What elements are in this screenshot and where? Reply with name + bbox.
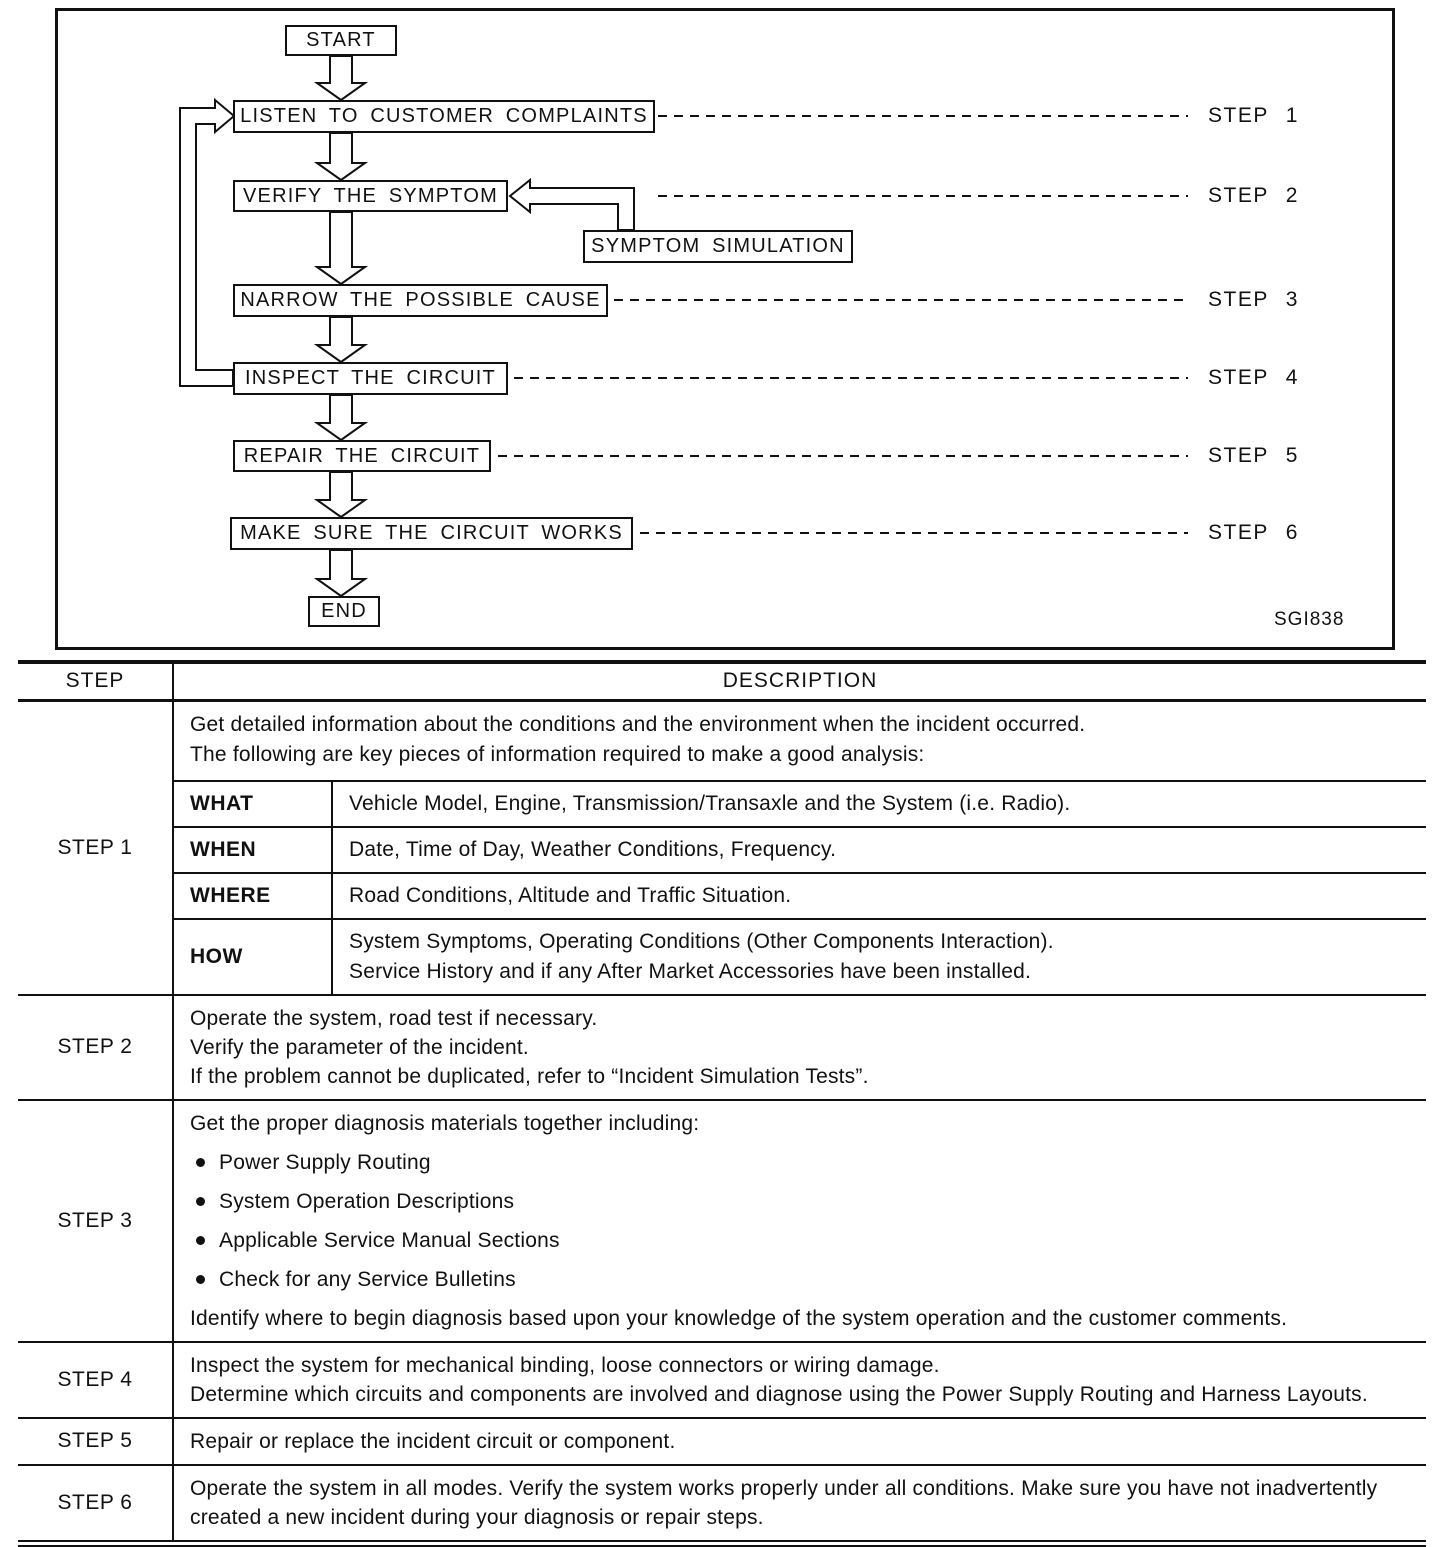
step2-description [173,995,1426,1100]
step4-line1: Inspect the system for mechanical binding, loose connectors or wiring damage. [190,1353,940,1377]
table-header-description: DESCRIPTION [173,662,1426,700]
step1-how-line2: Service History and if any After Market Accessories have been installed. [349,959,1032,983]
down-arrow-icon-2 [317,133,365,180]
step6-line1: Operate the system in all modes. Verify the system works properly under all conditions. Make sure you have not inadvertently created a new incident during your diagnosis or repair steps. [190,1476,1378,1529]
step3-label: STEP 3 [18,1100,173,1342]
flow-node-make-sure: MAKE SURE THE CIRCUIT WORKS [230,517,633,550]
flow-node-verify: VERIFY THE SYMPTOM [233,180,508,212]
step3-bullet-1 [190,1148,1410,1177]
step1-label: STEP 1 [18,700,173,995]
step3-bullet-1-text: Power Supply Routing [219,1150,431,1174]
table-row-step6 [18,1465,1426,1544]
step3-bullet-3-text: Applicable Service Manual Sections [219,1228,560,1252]
table-header-step: STEP [18,662,173,700]
step1-intro-line2: The following are key pieces of information required to make a good analysis: [190,742,925,766]
step4-line2: Determine which circuits and components are involved and diagnose using the Power Supply Routing and Harness Layouts. [190,1382,1368,1406]
step1-intro [174,702,1426,780]
step3-bullet-2-text: System Operation Descriptions [219,1189,515,1213]
step3-bullet-4-text: Check for any Service Bulletins [219,1267,516,1291]
flow-step-label-6: STEP 6 [1208,521,1299,544]
down-arrow-icon-6 [317,472,365,517]
flow-node-inspect: INSPECT THE CIRCUIT [233,362,508,395]
step3-bullet-4 [190,1265,1410,1294]
step1-where-value: Road Conditions, Altitude and Traffic Situation. [332,873,1426,919]
feedback-loop-arrow-icon [180,100,234,386]
step2-line2: Verify the parameter of the incident. [190,1035,529,1059]
down-arrow-icon-5 [317,395,365,440]
step1-how-value [332,919,1426,994]
step4-label: STEP 4 [18,1342,173,1418]
step5-description [173,1418,1426,1465]
step5-label: STEP 5 [18,1418,173,1465]
table-row-step1 [18,700,1426,995]
down-arrow-icon-3 [317,212,365,284]
down-arrow-icon-4 [317,317,365,362]
bullet-icon [196,1197,205,1206]
flow-step-label-1: STEP 1 [1208,104,1299,127]
step1-how-line1: System Symptoms, Operating Conditions (Other Components Interaction). [349,929,1054,953]
step1-details-table [174,780,1426,994]
flow-step-label-5: STEP 5 [1208,444,1299,467]
flow-node-symptom-simulation: SYMPTOM SIMULATION [583,230,853,263]
step1-where-key: WHERE [174,873,332,919]
flow-node-start: START [285,25,397,56]
step4-description [173,1342,1426,1418]
flow-node-repair: REPAIR THE CIRCUIT [233,440,491,472]
table-header-row [18,662,1426,700]
step1-intro-line1: Get detailed information about the conditions and the environment when the incident occurred. [190,712,1086,736]
flow-step-label-3: STEP 3 [1208,288,1299,311]
step1-detail-row-when [174,827,1426,873]
table-row-step2 [18,995,1426,1100]
table-row-step4 [18,1342,1426,1418]
steps-table [18,660,1426,1547]
step6-label: STEP 6 [18,1465,173,1544]
step3-bullet-2 [190,1187,1410,1216]
bullet-icon [196,1275,205,1284]
table-row-step3 [18,1100,1426,1342]
step1-detail-row-where [174,873,1426,919]
flow-node-listen: LISTEN TO CUSTOMER COMPLAINTS [233,100,655,133]
step1-detail-row-what [174,781,1426,827]
step5-line1: Repair or replace the incident circuit or component. [190,1429,676,1453]
step1-detail-row-how [174,919,1426,994]
step6-description [173,1465,1426,1544]
step2-label: STEP 2 [18,995,173,1100]
step3-bullet-3 [190,1226,1410,1255]
figure-code: SGI838 [1274,609,1345,630]
flow-step-label-2: STEP 2 [1208,184,1299,207]
bullet-icon [196,1158,205,1167]
step2-line3: If the problem cannot be duplicated, refer to “Incident Simulation Tests”. [190,1064,869,1088]
symptom-simulation-arrow-icon [510,180,634,230]
down-arrow-icon-1 [317,56,365,100]
step2-line1: Operate the system, road test if necessary. [190,1006,598,1030]
flow-step-label-4: STEP 4 [1208,366,1299,389]
step1-when-value: Date, Time of Day, Weather Conditions, Frequency. [332,827,1426,873]
step1-when-key: WHEN [174,827,332,873]
step3-intro: Get the proper diagnosis materials together including: [190,1111,700,1135]
step1-how-key: HOW [174,919,332,994]
down-arrow-icon-7 [317,550,365,596]
step1-what-value: Vehicle Model, Engine, Transmission/Transaxle and the System (i.e. Radio). [332,781,1426,827]
bullet-icon [196,1236,205,1245]
flow-node-end: END [308,596,380,627]
flow-node-narrow: NARROW THE POSSIBLE CAUSE [233,284,608,317]
flowchart-frame [55,8,1395,650]
table-row-step5 [18,1418,1426,1465]
step3-outro: Identify where to begin diagnosis based upon your knowledge of the system operation and the customer comments. [190,1306,1288,1330]
step1-description [173,700,1426,995]
step1-what-key: WHAT [174,781,332,827]
step3-description [173,1100,1426,1342]
